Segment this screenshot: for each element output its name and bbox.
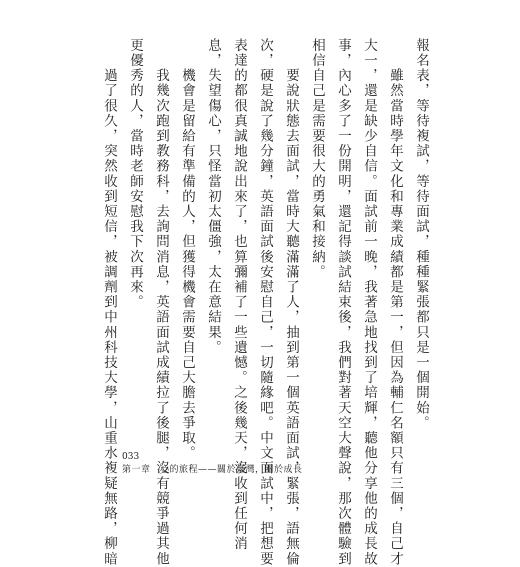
text-column: 大一，還是缺少自信。面試前一晚，我著急地找到了培輝，聽他分享他的成長故 bbox=[361, 38, 377, 567]
text-column: 雖然當時學年文化和專業成績都是第一，但因為輔仁名額只有三個，自己才 bbox=[387, 68, 403, 567]
page-number: 033 bbox=[122, 452, 140, 462]
page-footer bbox=[122, 451, 303, 477]
text-column: 我幾次跑到教務科，去詢問消息，英語面試成績拉了後腿，沒有競爭過其他 bbox=[153, 68, 169, 567]
text-column: 過了很久，突然收到短信，被調劑到中州科技大學，山重水複疑無路，柳暗 bbox=[101, 68, 117, 567]
text-column: 事，內心多了一份開明，還記得談試結束後，我們對著天空大聲說，那次體驗到 bbox=[335, 38, 351, 567]
text-column: 報名表，等待複試，等待面試，種種緊張都只是一個開始。 bbox=[413, 38, 429, 431]
text-column: 次，硬是說了幾分鐘，英語面試後安慰自己，一切隨緣吧。中文面試中，把想要 bbox=[257, 38, 273, 567]
text-column: 相信自己是需要很大的勇氣和接納。 bbox=[309, 38, 325, 280]
text-column: 要說狀態去面試，當時大聽滿滿了人，抽到第一個英語面試，緊張，語無倫 bbox=[283, 68, 299, 567]
text-column: 息，失望傷心，只怪當初太僵強，太在意結果。 bbox=[205, 38, 221, 356]
text-column: 機會是留給有準備的人，但獲得機會需要自己大膽去爭取。 bbox=[179, 68, 195, 461]
text-column: 表達的都很真誠地說出來了，也算彌補了一些遺憾。之後幾天，沒收到任何消 bbox=[231, 38, 247, 552]
text-column: 更優秀的人，當時老師安慰我下次再來。 bbox=[127, 38, 143, 310]
running-head: 第一章 心的旅程——關於臺灣，關於成長 bbox=[122, 465, 303, 475]
